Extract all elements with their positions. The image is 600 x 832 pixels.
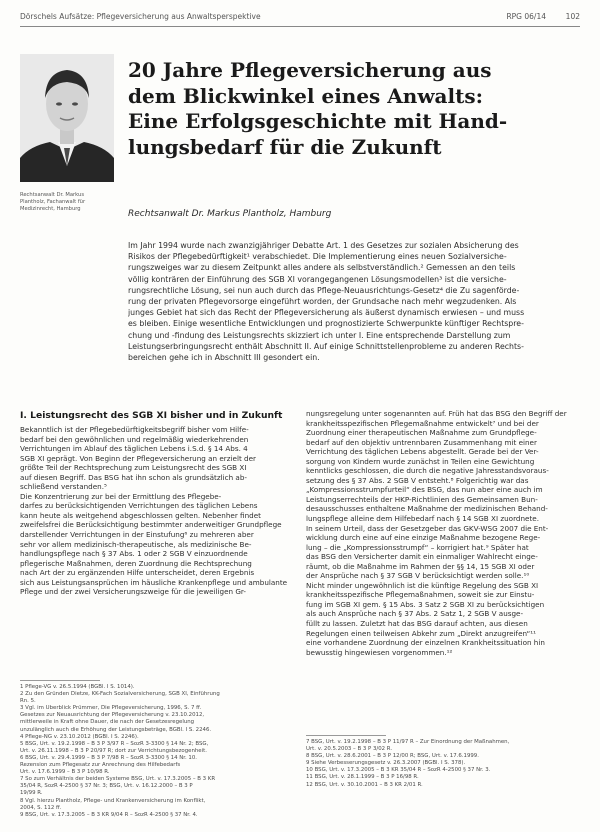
abstract-line: rung der privaten Pflegevorsorge eingeführt worden, der Grundsache nach mehr wegzudenken. Als — [128, 297, 517, 307]
footnote-line: Gesetzes zur Neuausrichtung der Pflegeversicherung v. 23.10.2012, — [20, 712, 205, 719]
footnote-line: 5 BSG, Urt. v. 19.2.1998 – B 3 P 3/97 R – SozR 3-3300 § 14 Nr. 2; BSG, — [20, 740, 209, 747]
footnote-line: 2 Zu den Gründen Dietze, KK-Fach Sozialversicherung, SGB XI, Einführung — [20, 691, 220, 698]
body-line: lung – die „Kompressionsstrumpf“ – korrigiert hat.⁹ Später hat — [306, 542, 529, 552]
footnote-line: 11 BSG, Urt. v. 28.1.1999 – B 3 P 16/98 R. — [306, 774, 419, 781]
body-line: krankheitsspezifischen Pflegemaßnahme entwickelt⁷ und bei der — [306, 418, 539, 428]
abstract-line: chung und -findung des Leistungsrechts skizziert ich unter I. Eine entsprechende Darstellung zum — [128, 330, 511, 340]
body-line: In seinem Urteil, dass der Gesetzgeber das GKV-WSG 2007 die Ent- — [306, 523, 549, 533]
right-footnotes — [306, 739, 582, 789]
body-line: „Kompressionsstrumpfurteil“ des BSG, das nun aber eine auch im — [306, 485, 543, 495]
footnote-line: Urt. v. 26.11.1998 – B 3 P 20/97 R; dort zur Verrichtungsbezogenheit. — [20, 747, 207, 754]
left-footnotes — [20, 684, 295, 819]
abstract-line: rungszweiges war zu diesem Zeitpunkt alles andere als selbstverständlich.² Gemessen an den teils — [128, 263, 516, 273]
footnote-line: 10 BSG, Urt. v. 17.3.2005 – B 3 KR 35/04 R – SozR 4-2500 § 37 Nr. 3. — [306, 767, 491, 774]
body-line: auf diesen Begriff. Das BSG hat ihn schon als grundsätzlich ab- — [20, 472, 247, 482]
body-line: sehr vor allem medizinisch-therapeutische, als medizinische Be- — [20, 539, 252, 549]
section-heading: I. Leistungsrecht des SGB XI bisher und in Zukunft — [20, 410, 283, 421]
photo-caption-line: Plantholz, Fachanwalt für — [20, 198, 86, 205]
author-portrait-image — [20, 54, 114, 182]
body-line: lungspflege alleine dem Hilfebedarf nach § 14 SGB XI zuordnete. — [306, 514, 539, 524]
abstract-line: völlig konträren der Einführung des SGB XI vorangegangenen Lösungsmodellen³ ist die versiche- — [128, 274, 507, 284]
footnote-line: Rn. 5. — [20, 698, 36, 705]
body-line: desausschusses enthaltene Maßnahme der medizinischen Behand- — [306, 504, 548, 514]
body-line: sich aus Leistungsansprüchen im häusliche Krankenpflege und ambulante — [20, 577, 288, 587]
abstract-line: es bleiben. Einige wesentliche Entwicklungen und prognostizierte Schwerpunkte künftiger Rechtspre- — [128, 319, 524, 329]
body-line: füllt zu lassen. Zuletzt hat das BSG darauf achten, aus diesen — [306, 619, 528, 629]
body-line: kenntlicks geschlossen, die durch die negative Jahresstandsvoraus- — [306, 466, 549, 476]
footnote-line: unzulänglich auch die Erhöhung der Leistungsbeträge, BGBl. I S. 2246. — [20, 726, 212, 733]
body-line: Nicht minder ungewöhnlich ist die künftige Regelung des SGB XI — [306, 580, 539, 590]
body-line: der Ansprüche nach § 37 SGB V berücksichtigt werden solle.¹⁰ — [306, 571, 530, 581]
body-line: kann heute als weitgehend abgeschlossen gelten. Nebenher findet — [20, 510, 261, 520]
body-line: Regelungen einen teilweisen Abkehr zum „Direkt anzugreifen“¹¹ — [306, 628, 537, 638]
body-line: Verrichtungen im Ablauf des täglichen Lebens i.S.d. § 14 Abs. 4 — [20, 444, 248, 454]
body-line: sorgung von Kindern wurde zunächst in Teilen eine Gewichtung — [306, 456, 535, 466]
footnote-line: mittlerweile in Kraft ohne Dauer, die nach der Gesetzesregelung — [20, 719, 195, 726]
body-line: fung im SGB XI gem. § 15 Abs. 3 Satz 2 SGB XI zu berücksichtigen — [306, 599, 545, 609]
body-line: eine vorhandene Zuordnung der einzelnen Krankheitssituation hin — [306, 638, 545, 648]
body-line: schließend verstanden.⁵ — [20, 482, 107, 492]
left-column — [20, 425, 295, 597]
footnote-line: 8 BSG, Urt. v. 28.6.2001 – B 3 P 12/00 R; BSG, Urt. v. 17.6.1999. — [306, 753, 479, 760]
abstract-line: junges Gebiet hat sich das Recht der Pflegeversicherung als äußerst dynamisch erwiesen – und muss — [128, 308, 525, 318]
footnote-line: Rezension zum Pflegesatz zur Anrechnung des Hilfebedarfs — [20, 762, 181, 769]
body-line: größte Teil der Rechtsprechung zum Leistungsrecht des SGB XI — [20, 463, 247, 473]
title-line: dem Blickwinkel eines Anwalts: — [128, 83, 483, 108]
abstract-line: rungsrechtliche Lösung, sei nun auch durch das Pflege-Neuausrichtungs-Gesetz⁴ die Zu sagenförde- — [128, 285, 520, 295]
running-title: Dörschels Aufsätze: Pflegeversicherung aus Anwaltsperspektive — [20, 12, 261, 21]
footnote-line: Urt. v. 17.6.1999 – B 3 P 10/98 R. — [20, 769, 110, 776]
body-line: Verrichtung des täglichen Lebens abgestellt. Gerade bei der Ver- — [306, 447, 539, 457]
abstract-line: bereichen gehe ich in Abschnitt III gesondert ein. — [128, 353, 320, 363]
body-line: bewusstig hingewiesen vorgenommen.¹² — [306, 647, 453, 657]
body-line: Leistungserrechteils der HKP-Richtlinien des Gemeinsamen Bun- — [306, 494, 538, 504]
body-line: räumt, ob die Maßnahme im Rahmen der §§ 14, 15 SGB XI oder — [306, 561, 535, 571]
author-byline: Rechtsanwalt Dr. Markus Plantholz, Hamburg — [128, 209, 332, 219]
footnote-line: 4 Pflege-NG v. 23.10.2012 (BGBl. I S. 2246). — [20, 733, 139, 740]
body-line: als auch Ansprüche nach § 37 Abs. 2 Satz 1, 2 SGB V ausge- — [306, 609, 524, 619]
title-line: Eine Erfolgsgeschichte mit Hand- — [128, 109, 508, 134]
photo-caption-line: Rechtsanwalt Dr. Markus — [20, 192, 85, 198]
body-line: Bekanntlich ist der Pflegebedürftigkeitsbegriff bisher vom Hilfe- — [20, 425, 249, 434]
body-line: SGB XI geprägt. Von Beginn der Pflegeversicherung an erzielt der — [20, 453, 256, 463]
abstract — [128, 240, 582, 363]
body-line: Pflege und der zwei Versicherungszweige für die jeweiligen Gr- — [20, 587, 246, 597]
page-number: 102 — [565, 12, 580, 21]
title-line: lungsbedarf für die Zukunft — [128, 134, 442, 159]
body-line: Die Konzentrierung zur bei der Ermittlung des Pflegebe- — [20, 491, 222, 501]
abstract-line: Im Jahr 1994 wurde nach zwanzigjähriger Debatte Art. 1 des Gesetzes zur sozialen Absicherung des — [128, 241, 519, 250]
footnote-line: 3 Vgl. im Überblick Prümmer, Die Pflegeversicherung, 1996, S. 7 ff. — [20, 705, 202, 712]
body-line: darstellender Verrichtungen in der Einstufung⁶ zu mehreren aber — [20, 530, 254, 540]
body-line: zweifelsfrei die Berücksichtigung bestimmter anderweitiger Grundpflege — [20, 520, 282, 530]
body-line: pflegerische Maßnahmen, deren Zuordnung die Rechtsprechung — [20, 558, 252, 568]
right-column — [306, 409, 582, 657]
abstract-line: Risikos der Pflegebedürftigkeit¹ verabschiedet. Die Implementierung eines neuen Sozialversiche- — [128, 252, 507, 262]
footnote-rule — [306, 735, 386, 736]
body-line: handlungspflege nach § 37 Abs. 1 oder 2 SGB V einzuordnende — [20, 549, 248, 559]
footnote-rule — [20, 680, 100, 681]
body-line: Zuordnung einer therapeutischen Maßnahme zum Grundpflege- — [306, 428, 537, 438]
footnote-line: 8 Vgl. hierzu Plantholz, Pflege- und Krankenversicherung im Konflikt, — [20, 797, 206, 804]
footnote-line: 7 So zum Verhältnis der beiden Systeme BSG, Urt. v. 17.3.2005 – B 3 KR — [20, 776, 216, 783]
footnote-line: 35/04 R, SozR 4-2500 § 37 Nr. 3; BSG, Urt. v. 16.12.2000 – B 3 P — [20, 783, 193, 790]
footnote-line: 12 BSG, Urt. v. 30.10.2001 – B 3 KR 2/01 R. — [306, 781, 423, 788]
journal-issue: RPG 06/14 — [506, 12, 546, 21]
body-line: nungsregelung unter sogenannten auf. Früh hat das BSG den Begriff der — [306, 409, 567, 418]
body-line: bedarf auf den objektiv untrennbaren Zusammenhang mit einer — [306, 437, 537, 447]
body-line: nach Art der zu ergänzenden Hilfe unterscheidet, deren Ergebnis — [20, 568, 255, 578]
footnote-line: 19/99 R. — [20, 790, 43, 797]
body-line: darfes zu berücksichtigenden Verrichtungen des täglichen Lebens — [20, 501, 258, 511]
photo-caption-line: Medizinrecht, Hamburg — [20, 205, 81, 212]
body-line: setzung des § 37 Abs. 2 SGB V entsteht.⁸ Folgerichtig war das — [306, 475, 529, 485]
footnote-line: 9 BSG, Urt. v. 17.3.2005 – B 3 KR 9/04 R – SozR 4-2500 § 37 Nr. 4. — [20, 811, 198, 818]
author-photo — [20, 54, 114, 182]
body-line: wicklung durch eine auf eine einzige Maßnahme bezogene Rege- — [306, 533, 541, 543]
footnote-line: 9 Siehe Verbesserungsgesetz v. 26.3.2007 (BGBl. I S. 378). — [306, 760, 466, 767]
body-line: krankheitsspezifische Pflegemaßnahmen, soweit sie zur Einstu- — [306, 590, 535, 600]
footnote-line: 2004, S. 112 ff. — [20, 804, 62, 811]
body-line: bedarf bei den gewöhnlichen und regelmäßig wiederkehrenden — [20, 434, 249, 444]
title-line: 20 Jahre Pflegeversicherung aus — [128, 58, 492, 82]
article-title — [128, 58, 578, 160]
footnote-line: 1 Pflege-VG v. 26.5.1994 (BGBl. I S. 1014). — [20, 684, 135, 690]
running-header — [20, 12, 580, 26]
footnote-line: 6 BSG, Urt. v. 29.4.1999 – B 3 P 7/98 R – SozR 3-3300 § 14 Nr. 10. — [20, 754, 197, 761]
header-rule — [20, 26, 580, 27]
abstract-line: Leistungserbringungsrecht enthält Abschnitt II. Auf einige Schnittstellenprobleme zu anderen Rechts- — [128, 341, 524, 351]
footnote-line: 7 BSG, Urt. v. 19.2.1998 – B 3 P 11/97 R – Zur Einordnung der Maßnahmen, — [306, 739, 510, 745]
photo-caption — [20, 192, 118, 212]
footnote-line: Urt. v. 20.5.2003 – B 3 P 3/02 R. — [306, 746, 393, 753]
body-line: das BSG den Versicherter damit ein einmaliger Wahlrecht einge- — [306, 552, 538, 562]
